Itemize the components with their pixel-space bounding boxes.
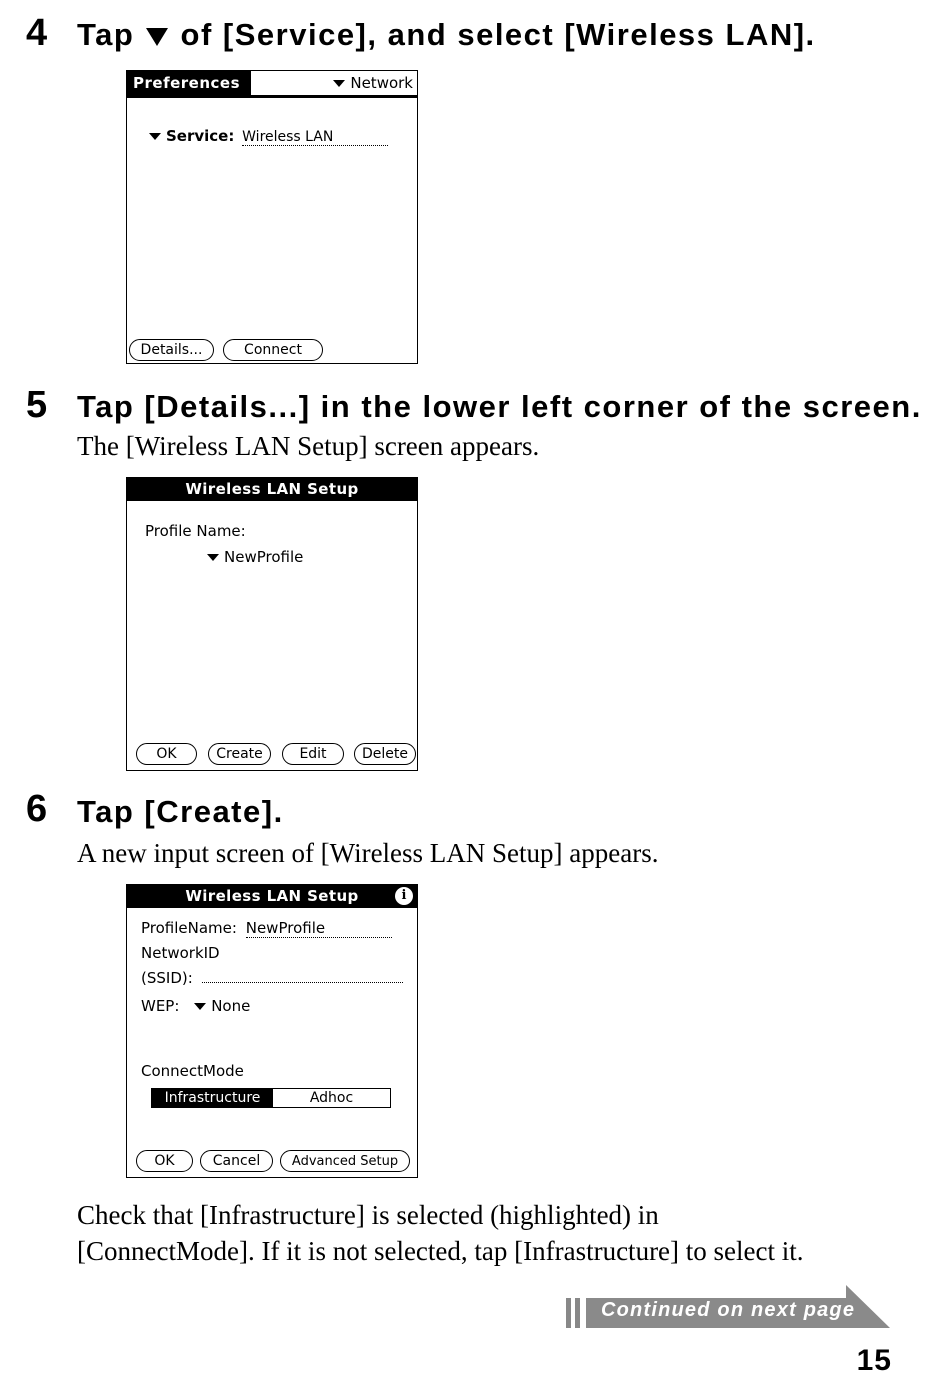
note-line-1: Check that [Infrastructure] is selected (highlighted) in — [77, 1200, 659, 1230]
adhoc-option[interactable]: Adhoc — [309, 1090, 354, 1106]
step-4-title — [77, 18, 816, 52]
connect-mode-control — [151, 1088, 391, 1108]
preferences-tab[interactable]: Preferences — [127, 71, 251, 96]
connect-button[interactable]: Connect — [223, 339, 323, 361]
step-4-title-pre: Tap — [77, 17, 145, 52]
step-4-number: 4 — [26, 12, 48, 54]
connect-mode-label: ConnectMode — [141, 1062, 244, 1080]
info-icon[interactable]: i — [395, 887, 413, 905]
continued-text: Continued on next page — [601, 1299, 856, 1321]
edit-button[interactable]: Edit — [282, 743, 344, 765]
continued-banner — [566, 1285, 890, 1329]
note-line-2: [ConnectMode]. If it is not selected, tap [Infrastructure] to select it. — [77, 1236, 804, 1266]
ssid-row — [141, 968, 403, 987]
wireless-lan-setup-screen — [126, 477, 418, 771]
down-triangle-icon — [194, 1003, 206, 1010]
step-6-number: 6 — [26, 788, 48, 830]
screen-title: Wireless LAN Setup — [127, 885, 417, 908]
new-profile-screen — [126, 884, 418, 1178]
wep-selector[interactable] — [194, 997, 250, 1015]
create-button[interactable]: Create — [208, 743, 271, 765]
network-menu[interactable] — [333, 74, 413, 92]
step-6-title: Tap [Create]. — [77, 794, 284, 829]
delete-button[interactable]: Delete — [354, 743, 416, 765]
profile-selector[interactable] — [207, 548, 303, 566]
service-value[interactable]: Wireless LAN — [242, 129, 388, 146]
infrastructure-option[interactable]: Infrastructure — [152, 1089, 273, 1107]
network-id-label: NetworkID — [141, 944, 220, 962]
details-button[interactable]: Details... — [129, 339, 214, 361]
screen-title: Wireless LAN Setup — [127, 478, 417, 501]
cancel-button[interactable]: Cancel — [200, 1150, 273, 1172]
ok-button[interactable]: OK — [136, 1150, 193, 1172]
service-row — [149, 127, 388, 146]
preferences-screen — [126, 70, 418, 364]
network-menu-label: Network — [350, 74, 413, 92]
down-triangle-icon — [333, 80, 345, 87]
wep-row — [141, 997, 250, 1015]
ssid-input[interactable] — [202, 968, 403, 983]
step-6-body: A new input screen of [Wireless LAN Setup] appears. — [77, 838, 659, 868]
advanced-setup-button[interactable]: Advanced Setup — [280, 1150, 410, 1172]
step-5-number: 5 — [26, 384, 48, 426]
ok-button[interactable]: OK — [136, 743, 197, 765]
down-triangle-icon — [207, 554, 219, 561]
title-rule — [127, 95, 417, 98]
step-5-body: The [Wireless LAN Setup] screen appears. — [77, 431, 540, 461]
step-5-title: Tap [Details...] in the lower left corner of the screen. — [77, 389, 922, 424]
step-4-title-post: of [Service], and select [Wireless LAN]. — [170, 17, 816, 52]
profile-name-label: Profile Name: — [145, 522, 246, 540]
profile-name-input[interactable]: NewProfile — [246, 919, 392, 938]
down-triangle-icon[interactable] — [149, 133, 161, 140]
service-label: Service: — [166, 127, 235, 145]
ssid-label: (SSID): — [141, 969, 193, 987]
wep-value: None — [211, 997, 251, 1015]
page-number: 15 — [856, 1344, 892, 1377]
profile-value: NewProfile — [224, 548, 304, 566]
profile-name-label: ProfileName: — [141, 919, 237, 937]
profile-name-row — [141, 919, 392, 938]
down-triangle-icon — [146, 28, 168, 46]
wep-label: WEP: — [141, 997, 180, 1015]
